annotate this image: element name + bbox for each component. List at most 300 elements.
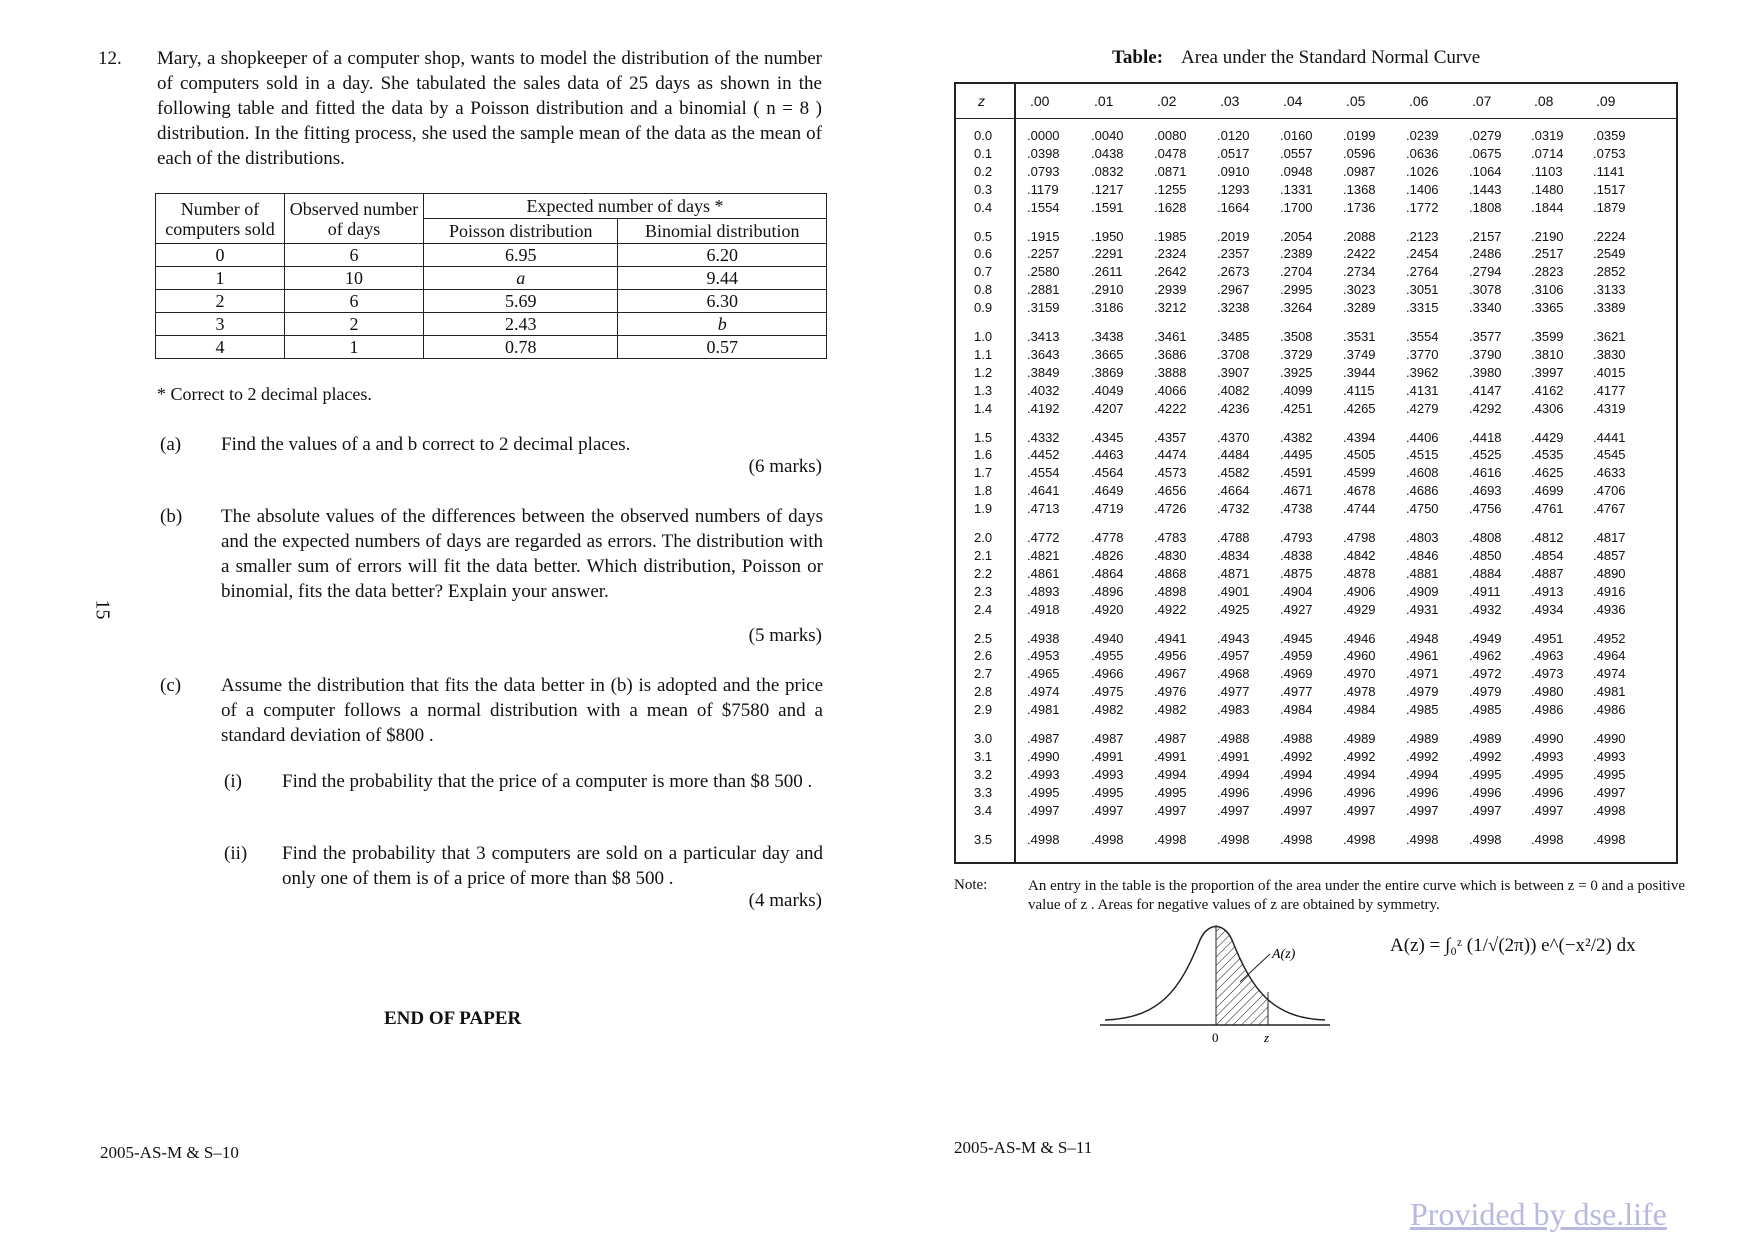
- ztable-cell: .0832: [1091, 163, 1124, 179]
- ztable-z-value: 1.3: [974, 382, 993, 398]
- ztable-z-value: 0.9: [974, 300, 993, 316]
- ztable-cell: .1255: [1154, 181, 1187, 197]
- ztable-cell: .4996: [1406, 784, 1439, 800]
- ztable-cell: .1772: [1406, 199, 1439, 215]
- ztable-cell: .2224: [1593, 228, 1626, 244]
- ztable-cell: .4162: [1531, 382, 1564, 398]
- ztable-cell: .4977: [1217, 684, 1250, 700]
- ztable-cell: .3810: [1531, 346, 1564, 362]
- ztable-cell: .4979: [1469, 684, 1502, 700]
- ztable-row: [956, 200, 1676, 218]
- ztable-cell: .3665: [1091, 346, 1124, 362]
- ztable-cell: .1915: [1027, 228, 1060, 244]
- col-head-poisson: Poisson distribution: [424, 219, 618, 244]
- table-cell: 9.44: [618, 267, 827, 290]
- ztable-cell: .4977: [1280, 684, 1313, 700]
- ztable-cell: .4998: [1406, 831, 1439, 847]
- ztable-cell: .4974: [1027, 684, 1060, 700]
- ztable-cell: .4236: [1217, 400, 1250, 416]
- ztable-row: [956, 146, 1676, 164]
- ztable-row: [956, 731, 1676, 749]
- ztable-cell: .4904: [1280, 583, 1313, 599]
- ztable-cell: .4854: [1531, 547, 1564, 563]
- ztable-col-header: .00: [1030, 93, 1050, 109]
- ztable-cell: .2291: [1091, 246, 1124, 262]
- ztable-cell: .1700: [1280, 199, 1313, 215]
- ztable-cell: .1064: [1469, 163, 1502, 179]
- ztable-cell: .2580: [1027, 264, 1060, 280]
- ztable-cell: .0160: [1280, 128, 1313, 143]
- ztable-cell: .2486: [1469, 246, 1502, 262]
- table-cell: a: [424, 267, 618, 290]
- ztable-cell: .4649: [1091, 483, 1124, 499]
- ztable-cell: .4997: [1280, 802, 1313, 818]
- ztable-cell: .4474: [1154, 447, 1187, 463]
- ztable-row: [956, 584, 1676, 602]
- ztable-cell: .3186: [1091, 300, 1124, 316]
- ztable-cell: .4981: [1027, 702, 1060, 718]
- part-a-text: Find the values of a and b correct to 2 decimal places.: [221, 434, 631, 455]
- ztable-cell: .4918: [1027, 601, 1060, 617]
- ztable-cell: .2967: [1217, 282, 1250, 298]
- ztable-cell: .0080: [1154, 128, 1187, 143]
- ztable-cell: .4049: [1091, 382, 1124, 398]
- ztable-cell: .3023: [1343, 282, 1376, 298]
- ztable-z-value: 0.2: [974, 163, 993, 179]
- ztable-cell: .4991: [1091, 748, 1124, 764]
- ztable-cell: .4898: [1154, 583, 1187, 599]
- ztable-cell: .3554: [1406, 329, 1439, 344]
- ztable-cell: .4970: [1343, 666, 1376, 682]
- ztable-cell: .1879: [1593, 199, 1626, 215]
- ztable-cell: .4996: [1469, 784, 1502, 800]
- ztable-cell: .4463: [1091, 447, 1124, 463]
- ztable-z-value: 0.5: [974, 228, 993, 244]
- ztable-cell: .4957: [1217, 648, 1250, 664]
- ztable-cell: .1844: [1531, 199, 1564, 215]
- ztable-cell: .4959: [1280, 648, 1313, 664]
- ztable-z-value: 2.0: [974, 530, 993, 545]
- ztable-cell: .4953: [1027, 648, 1060, 664]
- watermark-link[interactable]: Provided by dse.life: [1410, 1196, 1667, 1232]
- ztable-cell: .1331: [1280, 181, 1313, 197]
- note-label: Note:: [954, 877, 988, 893]
- ztable-cell: .3849: [1027, 364, 1060, 380]
- ztable-cell: .4987: [1091, 731, 1124, 746]
- part-cii-label: (ii): [224, 843, 248, 864]
- table-cell: 2: [285, 313, 424, 336]
- ztable-cell: .0948: [1280, 163, 1313, 179]
- ztable-cell: .4981: [1593, 684, 1626, 700]
- ztable-cell: .4982: [1154, 702, 1187, 718]
- ztable-cell: .4995: [1469, 766, 1502, 782]
- ztable-cell: .4279: [1406, 400, 1439, 416]
- question-number: 12.: [98, 48, 122, 69]
- ztable-cell: .4382: [1280, 429, 1313, 445]
- ztable-cell: .2764: [1406, 264, 1439, 280]
- ztable-cell: .4515: [1406, 447, 1439, 463]
- ztable-cell: .2157: [1469, 228, 1502, 244]
- ztable-cell: .4993: [1531, 748, 1564, 764]
- ztable-cell: .4996: [1217, 784, 1250, 800]
- ztable-cell: .4996: [1343, 784, 1376, 800]
- ztable-cell: .4916: [1593, 583, 1626, 599]
- ztable-cell: .4861: [1027, 565, 1060, 581]
- ztable-cell: .2704: [1280, 264, 1313, 280]
- ztable-cell: .4793: [1280, 530, 1313, 545]
- ztable-row: [956, 483, 1676, 501]
- ztable-col-header: .06: [1409, 93, 1429, 109]
- ztable-row: [956, 447, 1676, 465]
- ztable-cell: .4616: [1469, 465, 1502, 481]
- ztable-cell: .0319: [1531, 128, 1564, 143]
- ztable-cell: .2517: [1531, 246, 1564, 262]
- ztable-cell: .4940: [1091, 630, 1124, 646]
- ztable-cell: .4991: [1154, 748, 1187, 764]
- ztable-cell: .4997: [1154, 802, 1187, 818]
- ztable-row: [956, 785, 1676, 803]
- ztable-cell: .4986: [1531, 702, 1564, 718]
- ztable-cell: .4966: [1091, 666, 1124, 682]
- table-cell: b: [618, 313, 827, 336]
- ztable-cell: .2910: [1091, 282, 1124, 298]
- ztable-cell: .4997: [1217, 802, 1250, 818]
- ztable-cell: .4998: [1593, 831, 1626, 847]
- table-cell: 0.57: [618, 336, 827, 359]
- ztable-cell: .4394: [1343, 429, 1376, 445]
- ztable-cell: .3508: [1280, 329, 1313, 344]
- ztable-cell: .4949: [1469, 630, 1502, 646]
- ztable-cell: .4996: [1280, 784, 1313, 800]
- ztable-cell: .3888: [1154, 364, 1187, 380]
- ztable-cell: .2389: [1280, 246, 1313, 262]
- ztable-cell: .4994: [1217, 766, 1250, 782]
- ztable-cell: .2088: [1343, 228, 1376, 244]
- table-row: [156, 290, 827, 313]
- ztable-cell: .4920: [1091, 601, 1124, 617]
- ztable-cell: .4964: [1593, 648, 1626, 664]
- ztable-cell: .1293: [1217, 181, 1250, 197]
- ztable-cell: .3830: [1593, 346, 1626, 362]
- ztable-cell: .4803: [1406, 530, 1439, 545]
- ztable-cell: .4963: [1531, 648, 1564, 664]
- table-cell: 2.43: [424, 313, 618, 336]
- ztable-row: [956, 684, 1676, 702]
- ztable-cell: .4972: [1469, 666, 1502, 682]
- ztable-cell: .4995: [1531, 766, 1564, 782]
- ztable-row: [956, 602, 1676, 620]
- ztable-cell: .4732: [1217, 501, 1250, 517]
- ztable-cell: .4998: [1027, 831, 1060, 847]
- ztable-cell: .2734: [1343, 264, 1376, 280]
- ztable-cell: .4994: [1343, 766, 1376, 782]
- ztable-cell: .4990: [1531, 731, 1564, 746]
- ztable-cell: .4998: [1091, 831, 1124, 847]
- ztable-col-header: .07: [1472, 93, 1492, 109]
- ztable-cell: .4846: [1406, 547, 1439, 563]
- ztable-cell: .4591: [1280, 465, 1313, 481]
- ztable-cell: .3340: [1469, 300, 1502, 316]
- part-c-marks: (4 marks): [748, 890, 822, 911]
- ztable-z-value: 0.8: [974, 282, 993, 298]
- ztable-cell: .0987: [1343, 163, 1376, 179]
- ztable-cell: .3461: [1154, 329, 1187, 344]
- ztable-cell: .4986: [1593, 702, 1626, 718]
- ztable-cell: .3686: [1154, 346, 1187, 362]
- ztable-cell: .4868: [1154, 565, 1187, 581]
- ztable-cell: .3289: [1343, 300, 1376, 316]
- ztable-row: [956, 648, 1676, 666]
- ztable-cell: .4985: [1469, 702, 1502, 718]
- ztable-cell: .4131: [1406, 382, 1439, 398]
- ztable-row: [956, 182, 1676, 200]
- ztable-cell: .4441: [1593, 429, 1626, 445]
- ztable-cell: .4756: [1469, 501, 1502, 517]
- ztable-cell: .4925: [1217, 601, 1250, 617]
- ztable-col-header: .03: [1220, 93, 1240, 109]
- ztable-cell: .4554: [1027, 465, 1060, 481]
- ztable-cell: .4997: [1343, 802, 1376, 818]
- ztable-cell: .4980: [1531, 684, 1564, 700]
- ztable-cell: .4573: [1154, 465, 1187, 481]
- part-cii-text: Find the probability that 3 computers are sold on a particular day and only one of them is of a price of more than $8 500 .: [282, 843, 823, 889]
- ztable-col-header: .01: [1094, 93, 1114, 109]
- ztable-cell: .2454: [1406, 246, 1439, 262]
- ztable-cell: .0517: [1217, 145, 1250, 161]
- ztable-cell: .2123: [1406, 228, 1439, 244]
- ztable-z-value: 0.3: [974, 181, 993, 197]
- ztable-cell: .4979: [1406, 684, 1439, 700]
- ztable-cell: .2019: [1217, 228, 1250, 244]
- ztable-cell: .4945: [1280, 630, 1313, 646]
- ztable-cell: .4726: [1154, 501, 1187, 517]
- ztable-z-value: 2.5: [974, 630, 993, 646]
- ztable-row: [956, 229, 1676, 247]
- part-c-label: (c): [160, 675, 182, 696]
- part-c-text: Assume the distribution that fits the data better in (b) is adopted and the price of a computer follows a normal distribution with a mean of $7580 and a standard deviation of $800 .: [221, 675, 823, 746]
- ztable-cell: .4997: [1091, 802, 1124, 818]
- ztable-cell: .2852: [1593, 264, 1626, 280]
- ztable-cell: .3907: [1217, 364, 1250, 380]
- ztable-cell: .4931: [1406, 601, 1439, 617]
- ztable-cell: .4599: [1343, 465, 1376, 481]
- ztable-cell: .0753: [1593, 145, 1626, 161]
- ztable-cell: .4881: [1406, 565, 1439, 581]
- ztable-cell: .4993: [1091, 766, 1124, 782]
- ztable-cell: .4319: [1593, 400, 1626, 416]
- ztable-cell: .4842: [1343, 547, 1376, 563]
- ztable-cell: .4772: [1027, 530, 1060, 545]
- ztable-cell: .1217: [1091, 181, 1124, 197]
- ztable-row: [956, 401, 1676, 419]
- ztable-cell: .4878: [1343, 565, 1376, 581]
- ztable-cell: .2422: [1343, 246, 1376, 262]
- ztable-cell: .0478: [1154, 145, 1187, 161]
- ztable-cell: .4995: [1091, 784, 1124, 800]
- ztable-row: [956, 430, 1676, 448]
- ztable-cell: .1554: [1027, 199, 1060, 215]
- table-cell: 1: [285, 336, 424, 359]
- ztable-cell: .3770: [1406, 346, 1439, 362]
- ztable-z-value: 2.3: [974, 583, 993, 599]
- part-b-label: (b): [160, 506, 183, 527]
- ztable-cell: .4982: [1091, 702, 1124, 718]
- ztable-cell: .0000: [1027, 128, 1060, 143]
- table-cell: 6.95: [424, 244, 618, 267]
- ztable-cell: .4821: [1027, 547, 1060, 563]
- ztable-cell: .4932: [1469, 601, 1502, 617]
- ztable-cell: .4962: [1469, 648, 1502, 664]
- ztable-row: [956, 246, 1676, 264]
- ztable-cell: .4177: [1593, 382, 1626, 398]
- ztable-cell: .4834: [1217, 547, 1250, 563]
- ztable-cell: .3962: [1406, 364, 1439, 380]
- ztable-cell: .3944: [1343, 364, 1376, 380]
- ztable-cell: .4961: [1406, 648, 1439, 664]
- ztable-cell: .4967: [1154, 666, 1187, 682]
- ztable-cell: .4951: [1531, 630, 1564, 646]
- ztable-cell: .4989: [1343, 731, 1376, 746]
- ztable-cell: .3997: [1531, 364, 1564, 380]
- ztable-cell: .4890: [1593, 565, 1626, 581]
- ztable-cell: .3531: [1343, 329, 1376, 344]
- ztable-cell: .4147: [1469, 382, 1502, 398]
- ztable-cell: .3708: [1217, 346, 1250, 362]
- ztable-cell: .4192: [1027, 400, 1060, 416]
- ztable-z-value: 2.7: [974, 666, 993, 682]
- ztable-cell: .4991: [1217, 748, 1250, 764]
- ztable-cell: .4997: [1406, 802, 1439, 818]
- ztable-cell: .4998: [1280, 831, 1313, 847]
- table-row: [156, 267, 827, 290]
- ztable-row: [956, 264, 1676, 282]
- ztable-cell: .0239: [1406, 128, 1439, 143]
- ztable-col-header: .05: [1346, 93, 1366, 109]
- ztable-z-value: 3.3: [974, 784, 993, 800]
- part-a-marks: (6 marks): [748, 456, 822, 477]
- ztable-cell: .1736: [1343, 199, 1376, 215]
- ztable-z-value: 1.5: [974, 429, 993, 445]
- ztable-cell: .4992: [1406, 748, 1439, 764]
- ztable-z-value: 2.8: [974, 684, 993, 700]
- ztable-cell: .2794: [1469, 264, 1502, 280]
- ztable-cell: .1591: [1091, 199, 1124, 215]
- ztable-row: [956, 803, 1676, 821]
- table-cell: 2: [156, 290, 285, 313]
- footer-left: 2005-AS-M & S–10: [100, 1143, 239, 1162]
- ztable-cell: .4719: [1091, 501, 1124, 517]
- ztable-z-value: 0.7: [974, 264, 993, 280]
- ztable-cell: .4812: [1531, 530, 1564, 545]
- ztable-cell: .4992: [1469, 748, 1502, 764]
- ztable-cell: .4032: [1027, 382, 1060, 398]
- ztable-cell: .4370: [1217, 429, 1250, 445]
- ztable-cell: .4678: [1343, 483, 1376, 499]
- ztable-cell: .4998: [1469, 831, 1502, 847]
- ztable-cell: .4099: [1280, 382, 1313, 398]
- ztable-cell: .4988: [1217, 731, 1250, 746]
- table-cell: 6: [285, 290, 424, 313]
- ztable-cell: .4989: [1469, 731, 1502, 746]
- table-cell: 6.20: [618, 244, 827, 267]
- ztable-cell: .4850: [1469, 547, 1502, 563]
- ztable-row: [956, 530, 1676, 548]
- ztable-cell: .1026: [1406, 163, 1439, 179]
- ztable-cell: .4978: [1343, 684, 1376, 700]
- ztable-cell: .4767: [1593, 501, 1626, 517]
- ztable-cell: .4535: [1531, 447, 1564, 463]
- part-b-marks: (5 marks): [748, 625, 822, 646]
- ztable-cell: .4992: [1343, 748, 1376, 764]
- ztable-cell: .4871: [1217, 565, 1250, 581]
- question-intro: Mary, a shopkeeper of a computer shop, wants to model the distribution of the number of computers sold in a day. She tabulated the sales data of 25 days as shown in the following table and fitted the data by a Poisson distribution and a binomial ( n = 8 ) distribution. In the fitting process, she used the sample mean of the data as the mean of each of the distributions.: [157, 48, 822, 169]
- ztable-cell: .2673: [1217, 264, 1250, 280]
- ztable-z-value: 1.8: [974, 483, 993, 499]
- ztable-cell: .0120: [1217, 128, 1250, 143]
- ztable-cell: .4995: [1593, 766, 1626, 782]
- ztable-cell: .4965: [1027, 666, 1060, 682]
- ztable-cell: .4525: [1469, 447, 1502, 463]
- ztable-row: [956, 365, 1676, 383]
- table-row: [156, 244, 827, 267]
- ztable-row: [956, 383, 1676, 401]
- ztable-z-value: 1.1: [974, 346, 993, 362]
- ztable-cell: .0675: [1469, 145, 1502, 161]
- ztable-cell: .4505: [1343, 447, 1376, 463]
- ztable-cell: .3925: [1280, 364, 1313, 380]
- ztable-z-value: 2.6: [974, 648, 993, 664]
- ztable-cell: .4332: [1027, 429, 1060, 445]
- ztable-cell: .4292: [1469, 400, 1502, 416]
- ztable-cell: .4838: [1280, 547, 1313, 563]
- table-cell: 4: [156, 336, 285, 359]
- ztable-cell: .4994: [1154, 766, 1187, 782]
- ztable-cell: .1179: [1027, 181, 1059, 197]
- ztable-cell: .4082: [1217, 382, 1250, 398]
- ztable-cell: .4960: [1343, 648, 1376, 664]
- ztable-cell: .4971: [1406, 666, 1439, 682]
- ztable-cell: .4429: [1531, 429, 1564, 445]
- ztable-z-value: 1.2: [974, 364, 993, 380]
- ztable-cell: .4995: [1154, 784, 1187, 800]
- ztable-cell: .2939: [1154, 282, 1187, 298]
- ztable-cell: .4686: [1406, 483, 1439, 499]
- ztable-cell: .4251: [1280, 400, 1313, 416]
- ztable-cell: .4911: [1469, 583, 1501, 599]
- ztable-cell: .4906: [1343, 583, 1376, 599]
- ztable-cell: .4913: [1531, 583, 1564, 599]
- ztable-cell: .4997: [1593, 784, 1626, 800]
- table-row: [156, 336, 827, 359]
- ztable-cell: .0199: [1343, 128, 1376, 143]
- ztable-cell: .4693: [1469, 483, 1502, 499]
- ztable-cell: .4993: [1593, 748, 1626, 764]
- ztable-cell: .4345: [1091, 429, 1124, 445]
- ztable-cell: .4582: [1217, 465, 1250, 481]
- ztable-cell: .4857: [1593, 547, 1626, 563]
- ztable-cell: .4987: [1027, 731, 1060, 746]
- zero-label: 0: [1212, 1030, 1219, 1045]
- ztable-z-value: 3.2: [974, 766, 993, 782]
- ztable-z-value: 3.0: [974, 731, 993, 746]
- ztable-cell: .4997: [1531, 802, 1564, 818]
- ztable-cell: .4750: [1406, 501, 1439, 517]
- ztable-cell: .1628: [1154, 199, 1187, 215]
- ztable-cell: .0438: [1091, 145, 1124, 161]
- ztable-cell: .4993: [1027, 766, 1060, 782]
- ztable-cell: .4864: [1091, 565, 1124, 581]
- area-label: A(z): [1272, 947, 1296, 962]
